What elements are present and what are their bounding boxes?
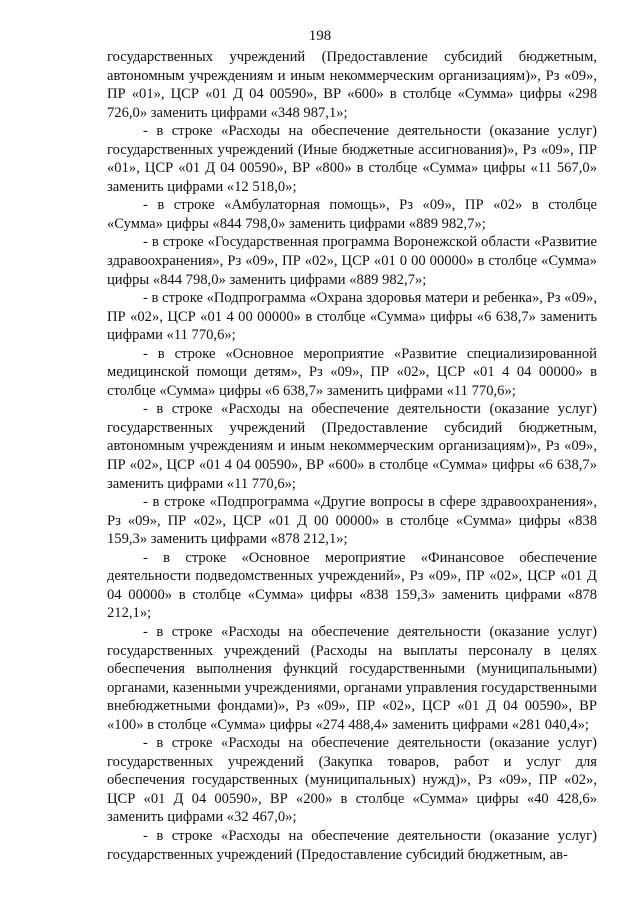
- paragraph-4: - в строке «Государственная программа Воронежской области «Развитие здравоохранения», Рз «09», ПР «02», ЦСР «01 0 00 00000» в столбце «Сумма» цифры «844 798,0» заменить цифрами «889 982,7»;: [107, 234, 597, 288]
- paragraph-6: - в строке «Основное мероприятие «Развитие специализированной медицинской помощи детям», Рз «09», ПР «02», ЦСР «01 4 04 00000» в столбце «Сумма» цифры «6 638,7» заменить цифрами «11 770,6»;: [107, 345, 597, 399]
- document-body: [107, 48, 597, 864]
- paragraph-5: - в строке «Подпрограмма «Охрана здоровья матери и ребенка», Рз «09», ПР «02», ЦСР «01 4 00 00000» в столбце «Сумма» цифры «6 638,7» заменить цифрами «11 770,6»;: [107, 290, 597, 344]
- paragraph-7: - в строке «Расходы на обеспечение деятельности (оказание услуг) государственных учреждений (Предоставление субсидий бюджетным, автономным учреждениям и иным некоммерческим организациям)», Рз «09», ПР «02», ЦСР «01 4 04 00590», ВР «600» в столбце «Сумма» цифры «6 638,7» заменить цифрами «11 770,6»;: [107, 401, 597, 492]
- paragraph-1: государственных учреждений (Предоставление субсидий бюджетным, автономным учреждениям и иным некоммерческим организациям)», Рз «09», ПР «01», ЦСР «01 Д 04 00590», ВР «600» в столбце «Сумма» цифры «298 726,0» заменить цифрами «348 987,1»;: [107, 49, 597, 121]
- paragraph-11: - в строке «Расходы на обеспечение деятельности (оказание услуг) государственных учреждений (Закупка товаров, работ и услуг для обеспечения государственных (муниципальных) нужд)», Рз «09», ПР «02», ЦСР «01 Д 04 00590», ВР «200» в столбце «Сумма» цифры «40 428,6» заменить цифрами «32 467,0»;: [107, 735, 597, 826]
- paragraph-2: - в строке «Расходы на обеспечение деятельности (оказание услуг) государственных учреждений (Иные бюджетные ассигнования)», Рз «09», ПР «01», ЦСР «01 Д 04 00590», ВР «800» в столбце «Сумма» цифры «11 567,0» заменить цифрами «12 518,0»;: [107, 123, 597, 195]
- page-number: 198: [308, 28, 332, 44]
- paragraph-9: - в строке «Основное мероприятие «Финансовое обеспечение деятельности подведомственных учреждений», Рз «09», ПР «02», ЦСР «01 Д 04 00000» в столбце «Сумма» цифры «838 159,3» заменить цифрами «878 212,1»;: [107, 549, 597, 622]
- paragraph-12: - в строке «Расходы на обеспечение деятельности (оказание услуг) государственных учреждений (Предоставление субсидий бюджетным, ав-: [107, 827, 597, 863]
- paragraph-8: - в строке «Подпрограмма «Другие вопросы в сфере здравоохранения», Рз «09», ПР «02», ЦСР «01 Д 00 00000» в столбце «Сумма» цифры «838 159,3» заменить цифрами «878 212,1»;: [107, 494, 597, 548]
- paragraph-3: - в строке «Амбулаторная помощь», Рз «09», ПР «02» в столбце «Сумма» цифры «844 798,0» заменить цифрами «889 982,7»;: [107, 197, 597, 232]
- paragraph-10: - в строке «Расходы на обеспечение деятельности (оказание услуг) государственных учреждений (Расходы на выплаты персоналу в целях обеспечения выполнения функций государственными (муниципальными) органами, казенными учреждениями, органами управления государственными внебюджетными фондами)», Рз «09», ПР «02», ЦСР «01 Д 04 00590», ВР «100» в столбце «Сумма» цифры «274 488,4» заменить цифрами «281 040,4»;: [107, 623, 597, 733]
